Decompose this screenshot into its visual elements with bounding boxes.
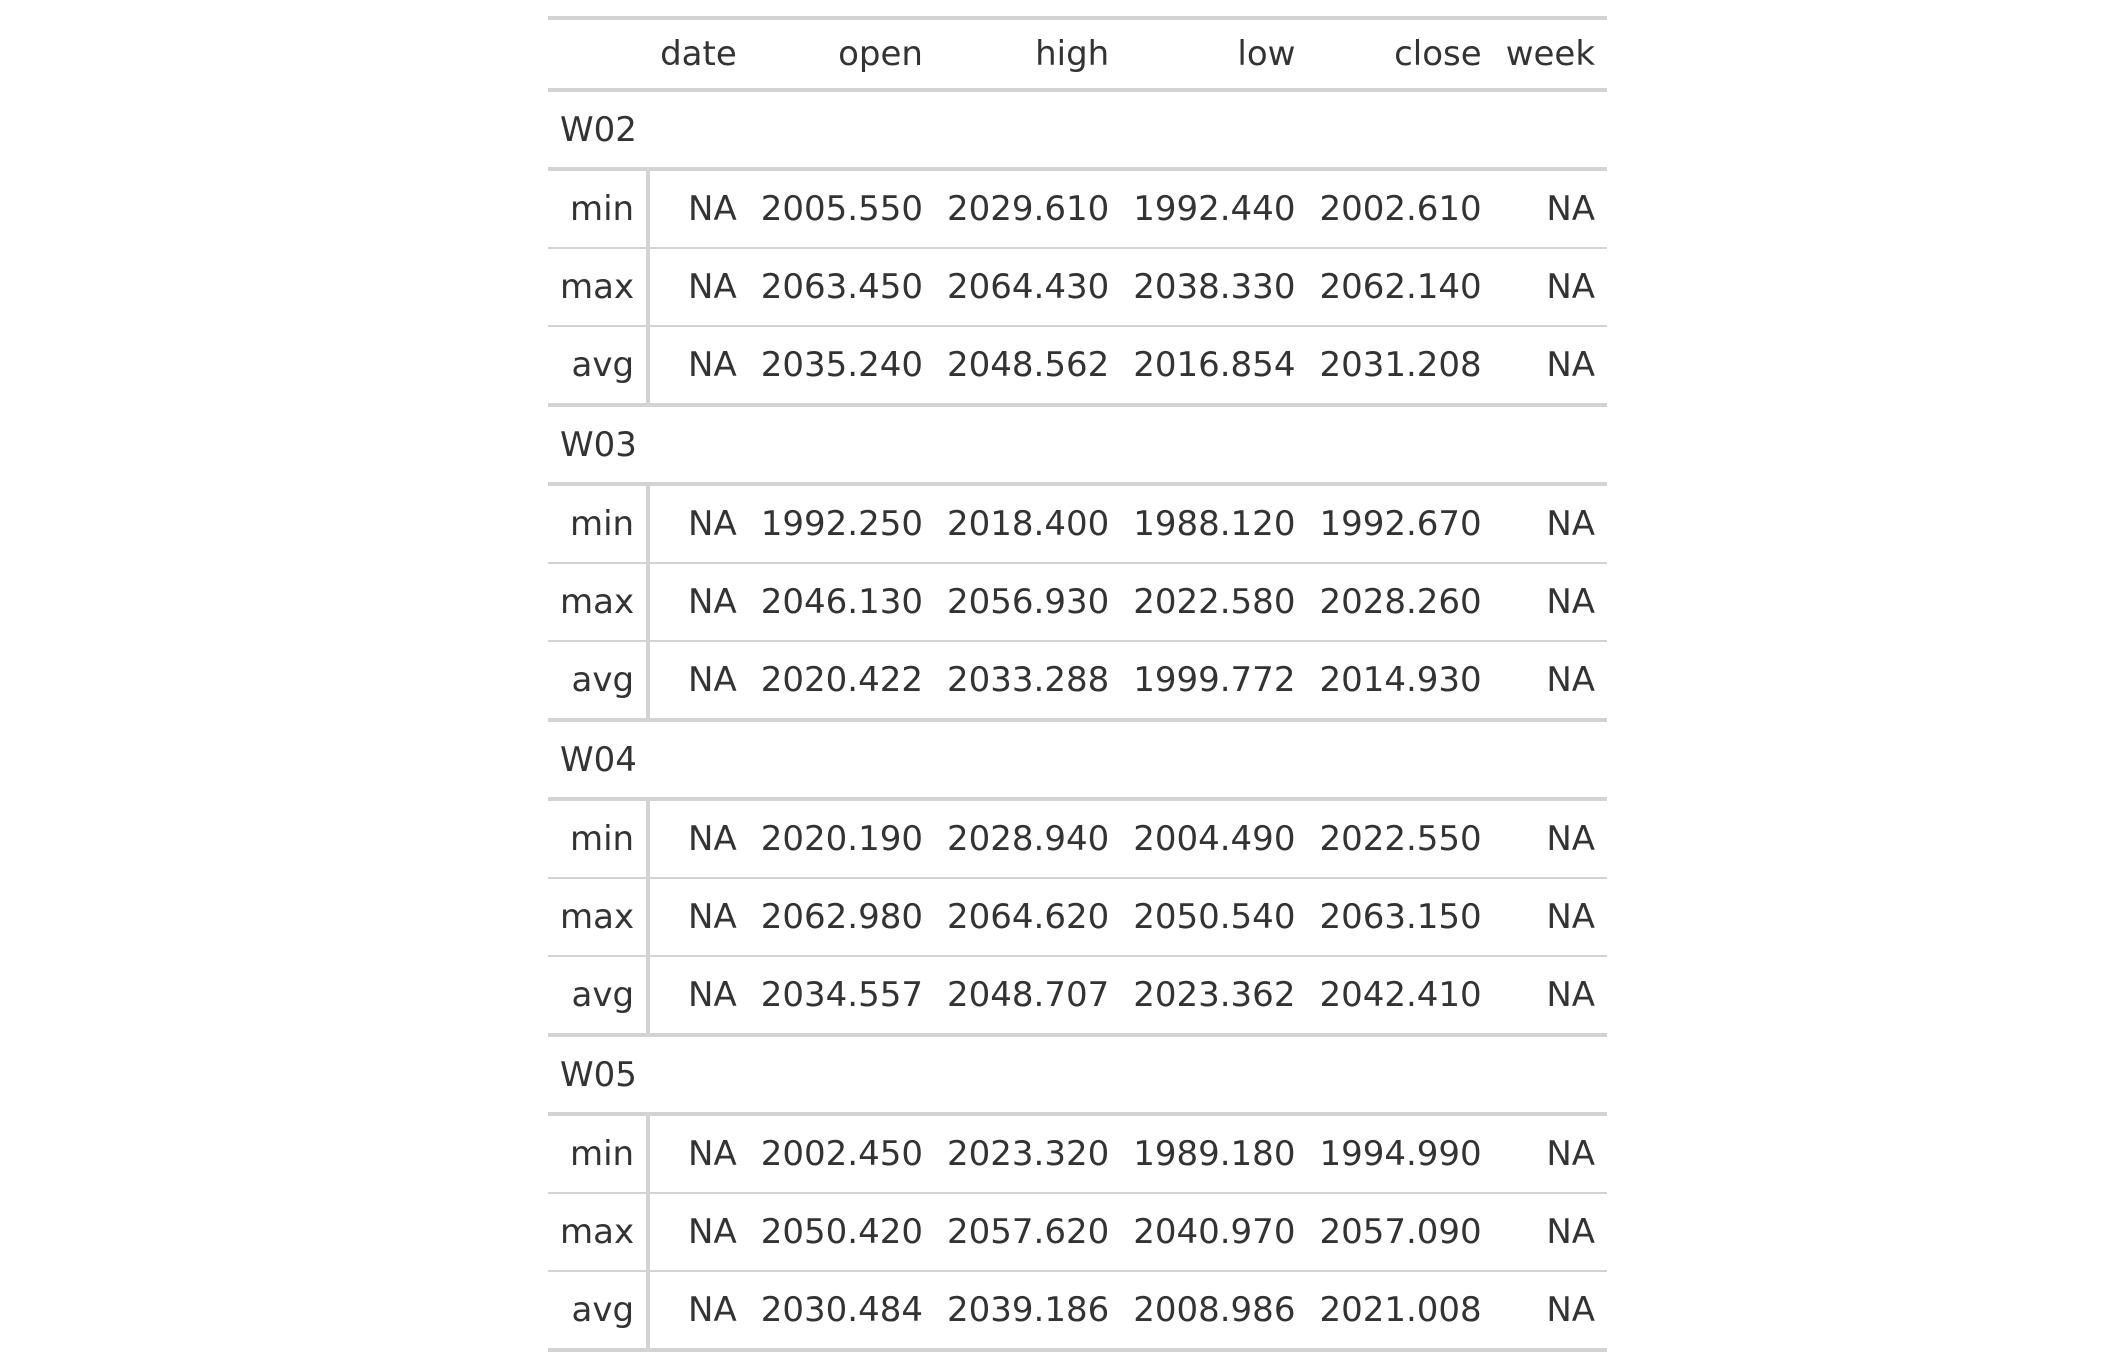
- cell-open: 2035.240: [749, 326, 935, 405]
- cell-open: 2005.550: [749, 169, 935, 248]
- row-stat-label: max: [548, 1193, 648, 1271]
- row-stat-label: avg: [548, 326, 648, 405]
- group-label: W05: [548, 1035, 1607, 1114]
- cell-close: 2028.260: [1307, 563, 1493, 641]
- cell-date: NA: [688, 1290, 737, 1330]
- cell-close: 2042.410: [1307, 956, 1493, 1035]
- row-stat-label: max: [548, 878, 648, 956]
- cell-week: NA: [1494, 1193, 1607, 1271]
- cell-week: NA: [1546, 1290, 1596, 1330]
- cell-open: 2030.484: [760, 1290, 923, 1330]
- group-w05: [548, 1035, 1607, 1350]
- row-stat-label: min: [548, 799, 648, 878]
- cell-close: 2062.140: [1307, 248, 1493, 326]
- cell-date: NA: [648, 1114, 749, 1193]
- group-label-row: [548, 720, 1607, 799]
- cell-close: 2057.090: [1307, 1193, 1493, 1271]
- cell-open: 2020.190: [749, 799, 935, 878]
- table-row: [548, 641, 1607, 720]
- group-label: W02: [548, 90, 1607, 169]
- cell-high: 2023.320: [935, 1114, 1121, 1193]
- cell-low: 2008.986: [1133, 1290, 1296, 1330]
- group-label-row: [548, 1035, 1607, 1114]
- cell-high: 2064.430: [935, 248, 1121, 326]
- cell-date: NA: [648, 484, 749, 563]
- row-stat-label: min: [548, 484, 648, 563]
- group-w04: [548, 720, 1607, 1035]
- cell-date: NA: [648, 326, 749, 405]
- cell-date: NA: [648, 956, 749, 1035]
- cell-high: 2064.620: [935, 878, 1121, 956]
- group-w03: [548, 405, 1607, 720]
- group-label-row: [548, 405, 1607, 484]
- cell-week: NA: [1494, 641, 1607, 720]
- cell-close: 2002.610: [1307, 169, 1493, 248]
- cell-low: 1999.772: [1121, 641, 1307, 720]
- column-header-open: open: [749, 18, 935, 90]
- cell-open: 2046.130: [749, 563, 935, 641]
- cell-date: NA: [648, 641, 749, 720]
- cell-week: NA: [1494, 1114, 1607, 1193]
- table-row: [548, 956, 1607, 1035]
- table-row: [548, 169, 1607, 248]
- cell-high: 2057.620: [935, 1193, 1121, 1271]
- row-stat-label: avg: [548, 1271, 648, 1350]
- column-header-high: high: [935, 18, 1121, 90]
- cell-week: NA: [1494, 956, 1607, 1035]
- row-stat-label: avg: [548, 641, 648, 720]
- row-stat-label: min: [548, 1114, 648, 1193]
- cell-close: 2022.550: [1307, 799, 1493, 878]
- cell-low: 2038.330: [1121, 248, 1307, 326]
- cell-low: 2050.540: [1121, 878, 1307, 956]
- cell-open: 2020.422: [749, 641, 935, 720]
- cell-close: 2014.930: [1307, 641, 1493, 720]
- cell-high: 2029.610: [935, 169, 1121, 248]
- column-header-date: date: [648, 18, 749, 90]
- cell-date: NA: [648, 248, 749, 326]
- cell-high: 2028.940: [935, 799, 1121, 878]
- cell-low: 2022.580: [1121, 563, 1307, 641]
- cell-high: 2033.288: [935, 641, 1121, 720]
- table-header: [548, 18, 1607, 90]
- group-label: W04: [548, 720, 1607, 799]
- table-row: [548, 1271, 1607, 1350]
- cell-week: NA: [1494, 484, 1607, 563]
- cell-low: 2004.490: [1121, 799, 1307, 878]
- cell-open: 2002.450: [749, 1114, 935, 1193]
- cell-high: 2056.930: [935, 563, 1121, 641]
- cell-close: 1992.670: [1307, 484, 1493, 563]
- cell-high: 2018.400: [935, 484, 1121, 563]
- cell-close: 2021.008: [1319, 1290, 1482, 1330]
- cell-open: 2062.980: [749, 878, 935, 956]
- cell-low: 2016.854: [1121, 326, 1307, 405]
- group-label: W03: [548, 405, 1607, 484]
- table-row: [548, 326, 1607, 405]
- cell-open: 2050.420: [749, 1193, 935, 1271]
- cell-open: 2034.557: [749, 956, 935, 1035]
- row-stat-label: avg: [548, 956, 648, 1035]
- cell-date: NA: [648, 878, 749, 956]
- cell-close: 2063.150: [1307, 878, 1493, 956]
- column-header-low: low: [1121, 18, 1307, 90]
- row-stat-label: max: [548, 248, 648, 326]
- cell-low: 2040.970: [1121, 1193, 1307, 1271]
- table-row: [548, 878, 1607, 956]
- table-row: [548, 248, 1607, 326]
- table-row: [548, 799, 1607, 878]
- cell-low: 1989.180: [1121, 1114, 1307, 1193]
- cell-week: NA: [1494, 169, 1607, 248]
- column-header-row: [548, 18, 1607, 90]
- column-header-week: week: [1494, 18, 1607, 90]
- table-row: [548, 484, 1607, 563]
- row-stat-label: min: [548, 169, 648, 248]
- cell-low: 1992.440: [1121, 169, 1307, 248]
- cell-close: 2031.208: [1307, 326, 1493, 405]
- cell-open: 2063.450: [749, 248, 935, 326]
- cell-week: NA: [1494, 248, 1607, 326]
- cell-date: NA: [648, 563, 749, 641]
- cell-week: NA: [1494, 563, 1607, 641]
- cell-high: 2048.562: [935, 326, 1121, 405]
- cell-week: NA: [1494, 326, 1607, 405]
- table-row: [548, 1114, 1607, 1193]
- cell-date: NA: [648, 169, 749, 248]
- cell-high: 2039.186: [946, 1290, 1110, 1330]
- cell-close: 1994.990: [1307, 1114, 1493, 1193]
- column-header-close: close: [1307, 18, 1493, 90]
- table-row: [548, 1193, 1607, 1271]
- cell-date: NA: [648, 1193, 749, 1271]
- stub-header: [548, 18, 648, 90]
- summary-table: [548, 16, 1607, 1352]
- cell-week: NA: [1494, 878, 1607, 956]
- cell-high: 2048.707: [935, 956, 1121, 1035]
- cell-week: NA: [1494, 799, 1607, 878]
- cell-date: NA: [648, 799, 749, 878]
- cell-low: 1988.120: [1121, 484, 1307, 563]
- cell-open: 1992.250: [749, 484, 935, 563]
- group-w02: [548, 90, 1607, 405]
- row-stat-label: max: [548, 563, 648, 641]
- cell-low: 2023.362: [1121, 956, 1307, 1035]
- table-row: [548, 563, 1607, 641]
- group-label-row: [548, 90, 1607, 169]
